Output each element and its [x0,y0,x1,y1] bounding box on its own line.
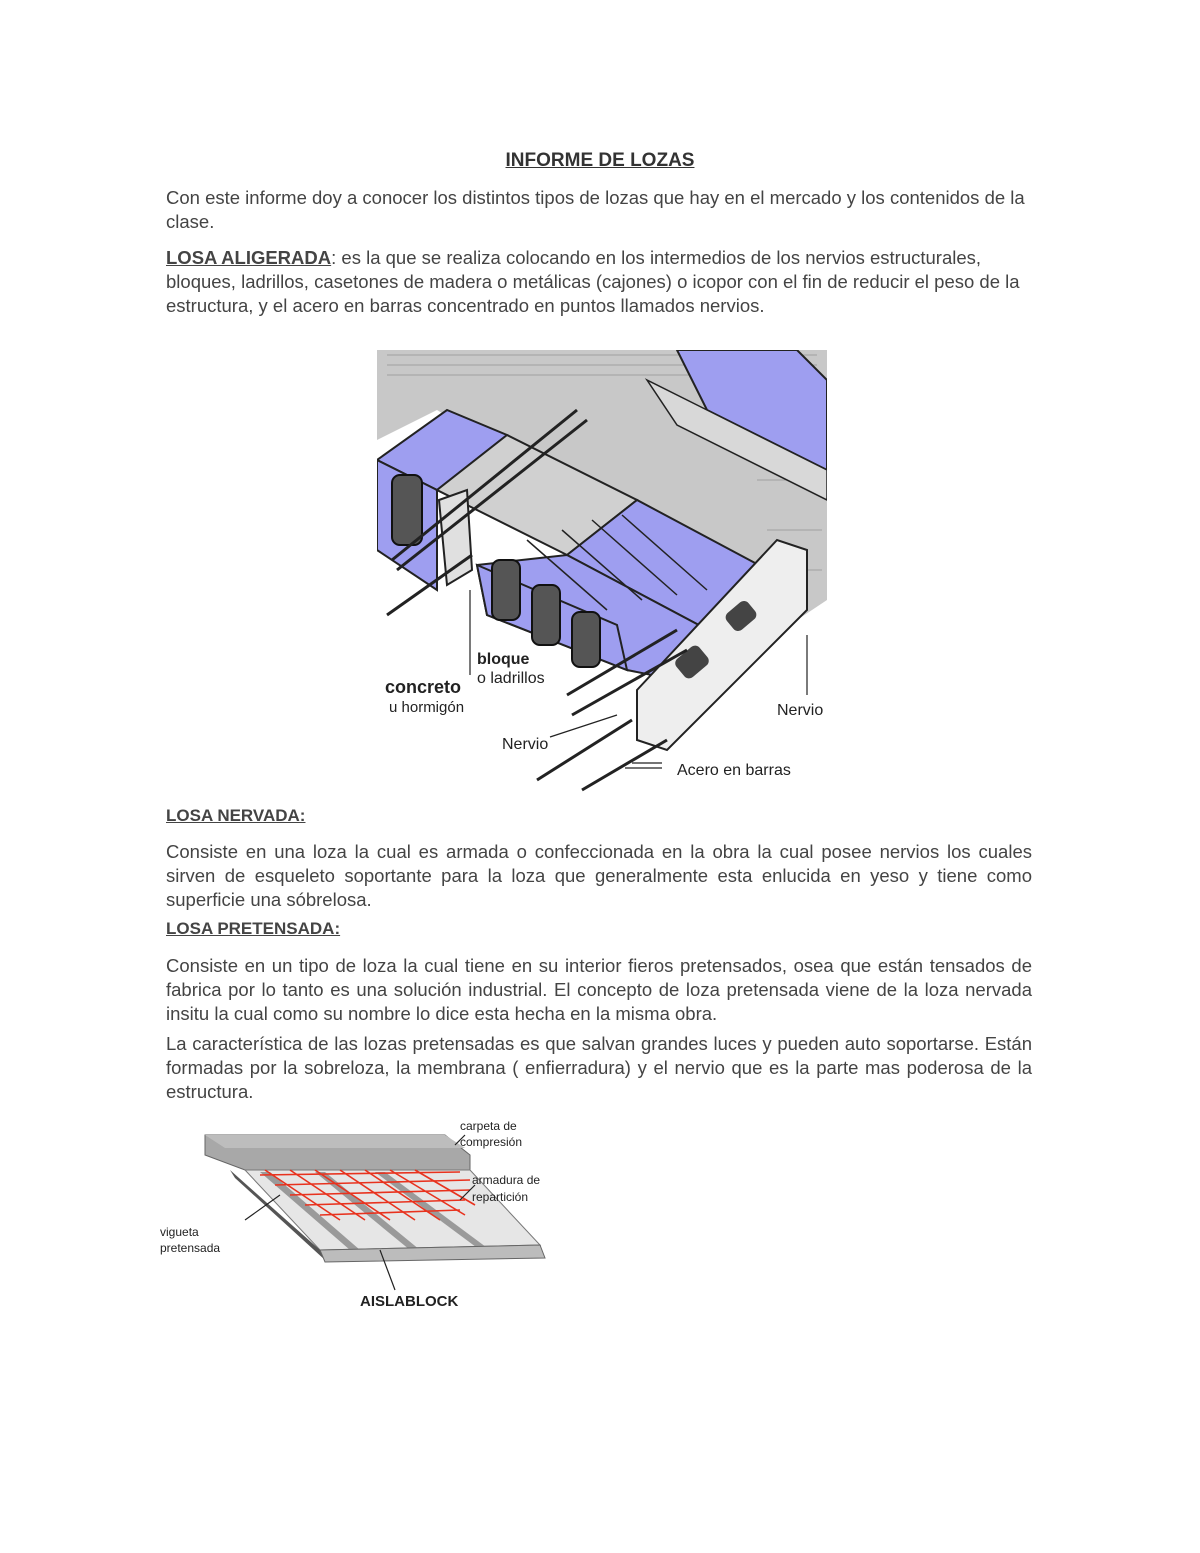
label-bloque: bloque [477,651,530,668]
aligerada-paragraph [166,246,1032,318]
label-ladrillos: o ladrillos [477,670,545,687]
label-nervio-right: Nervio [777,702,824,719]
label-aislablock: AISLABLOCK [360,1293,459,1310]
label-hormigon: u hormigón [389,699,465,716]
label-concreto: concreto [385,677,462,697]
label-vigueta-1: vigueta [160,1225,199,1239]
pretensada-heading: LOSA PRETENSADA: [166,919,341,938]
pretensada-paragraph-1: Consiste en un tipo de loza la cual tiene en su interior fieros pretensados, osea que están tensados de fabrica por lo tanto es una solución industrial. El concepto de loza pretensada viene de la loza nervada insitu la cual como su nombre lo dice esta hecha en la misma obra. [166,955,1032,1024]
aligerada-heading: LOSA ALIGERADA [166,247,332,268]
nervada-heading: LOSA NERVADA: [166,806,306,825]
nervada-paragraph: Consiste en una loza la cual es armada o confeccionada en la obra la cual posee nervios los cuales sirven de esqueleto soportante para la loza que generalmente esta enlucida en yeso y tiene como superficie una sóbrelosa. [166,841,1032,910]
label-carpeta-1: carpeta de [460,1119,517,1133]
label-nervio-left: Nervio [502,736,549,753]
label-armadura-1: armadura de [472,1173,541,1187]
intro-paragraph: Con este informe doy a conocer los distintos tipos de lozas que hay en el mercado y los contenidos de la clase. [166,187,1025,232]
label-acero: Acero en barras [677,762,791,779]
label-carpeta-2: compresión [460,1135,523,1149]
aligerada-text: : es la que se realiza colocando en los intermedios de los nervios estructurales, bloques, ladrillos, casetones de madera o metálicas (cajones) o icopor con el fin de reducir el peso de la estructura, y el acero en barras concentrado en puntos llamados nervios. [166,247,1020,316]
pretensada-figure [160,1110,590,1315]
label-armadura-2: repartición [472,1190,529,1204]
label-vigueta-2: pretensada [160,1241,221,1255]
aligerada-figure [377,350,827,795]
pretensada-paragraph-2: La característica de las lozas pretensadas es que salvan grandes luces y pueden auto soportarse. Están formadas por la sobreloza, la membrana ( enfierradura) y el nervio que es la parte mas poderosa de la estructura. [166,1033,1032,1102]
document-title: INFORME DE LOZAS [505,150,695,171]
